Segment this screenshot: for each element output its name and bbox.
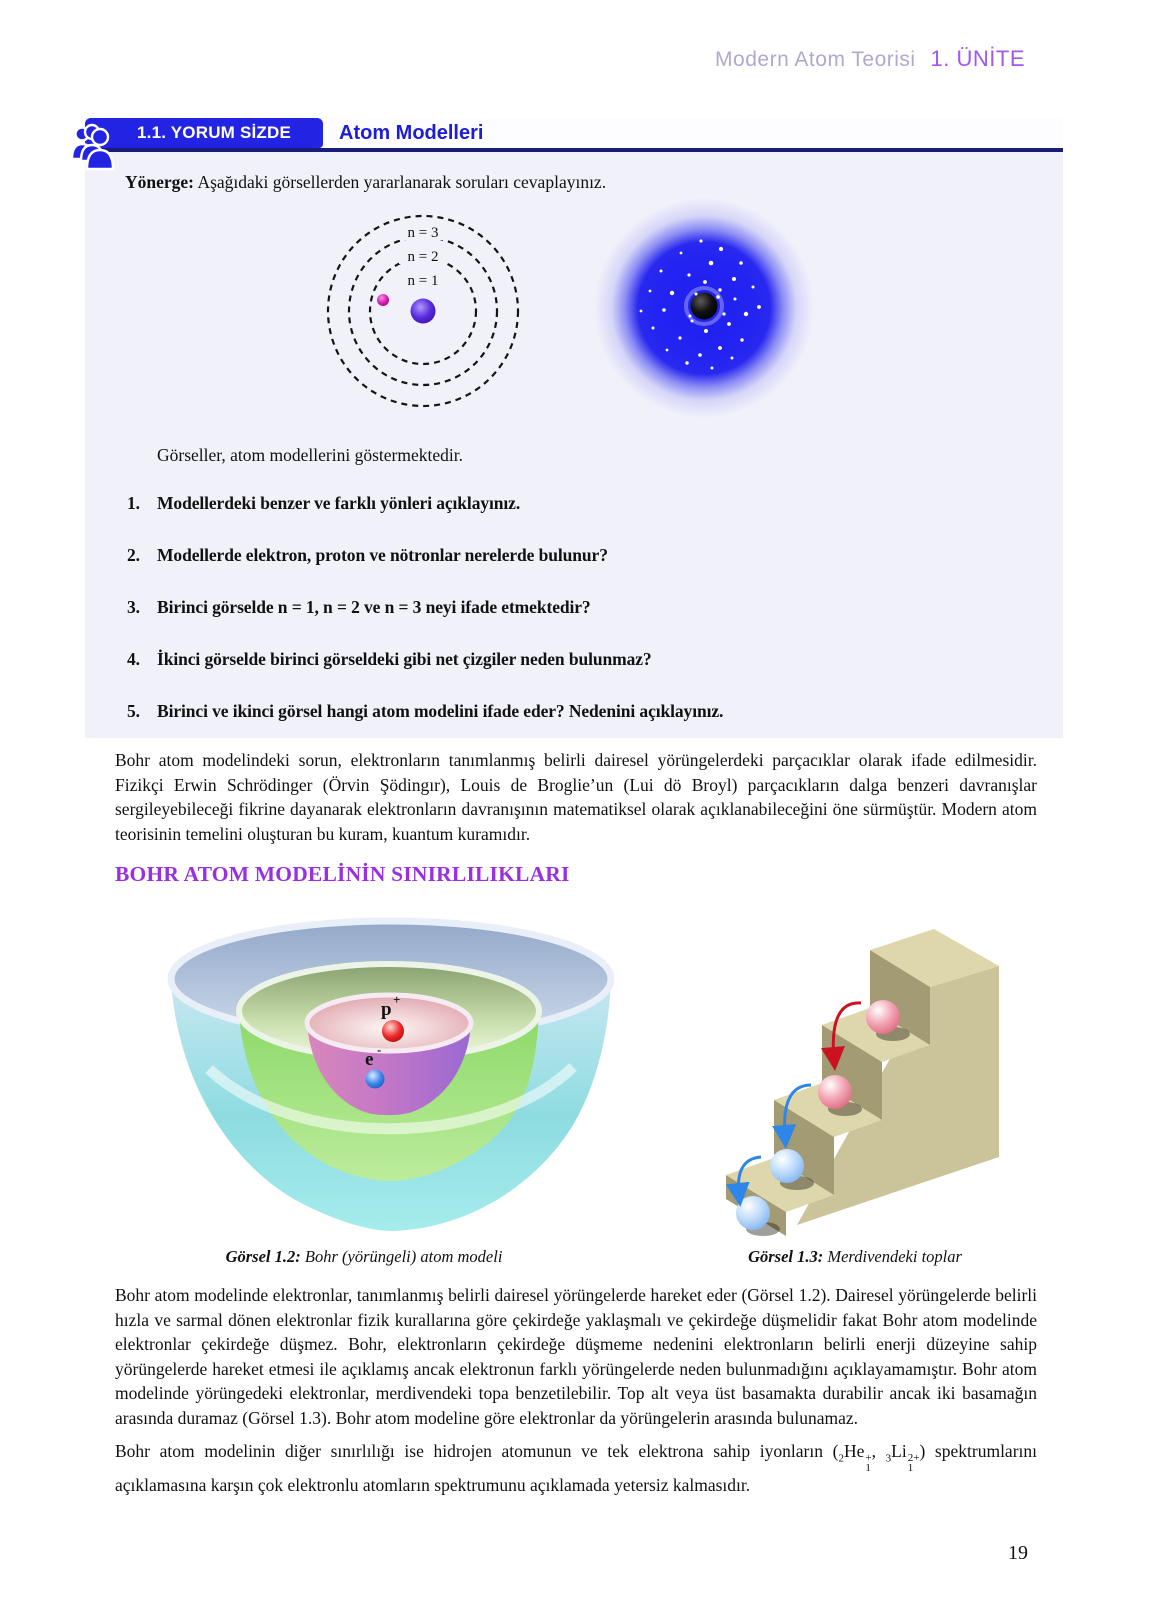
proton-charge: + <box>393 992 401 1007</box>
blue-ball-ground <box>736 1196 770 1230</box>
paragraph-spectrum <box>115 1439 1037 1498</box>
caption-text: Merdivendeki toplar <box>827 1247 962 1266</box>
instruction-line <box>125 172 1035 193</box>
figure-caption-1-3 <box>675 1247 1035 1267</box>
blue-ball-step <box>770 1149 804 1183</box>
activity-header <box>85 118 1063 152</box>
lithium-ion-formula <box>885 1441 920 1474</box>
question-item <box>127 648 1035 670</box>
staircase <box>726 929 999 1236</box>
atom-model-figures <box>113 203 1035 419</box>
figures-note: Görseller, atom modellerini göstermektedir. <box>157 445 463 465</box>
running-header <box>715 46 1025 72</box>
bowl-model-figure <box>143 899 617 1244</box>
formula-separator: , <box>871 1441 886 1461</box>
activity-badge <box>85 118 323 148</box>
question-number: 4. <box>127 649 140 669</box>
ion-symbol: Li <box>891 1441 907 1461</box>
ion-charge: + <box>865 1452 872 1464</box>
question-number: 2. <box>127 545 140 565</box>
electron <box>377 294 389 306</box>
ion-symbol: He <box>843 1441 865 1461</box>
figure-caption-1-2 <box>143 1247 585 1267</box>
spectrum-text-after: ) spektrumlarını açıklamasına karşın çok elektronlu atomların spektrumunu açıklamada yetersiz kalmasıdır. <box>115 1441 1037 1495</box>
proton-label: p <box>381 999 392 1020</box>
electron-cloud-figure <box>593 197 815 424</box>
activity-box <box>85 118 1063 738</box>
question-text: Modellerde elektron, proton ve nötronlar nerelerde bulunur? <box>157 545 608 565</box>
question-text: İkinci görselde birinci görseldeki gibi net çizgiler neden bulunmaz? <box>157 649 652 669</box>
pink-ball-lower <box>818 1075 852 1109</box>
figure-captions <box>115 1247 1037 1273</box>
instruction-label: Yönerge: <box>125 172 195 192</box>
question-text: Modellerdeki benzer ve farklı yönleri açıklayınız. <box>157 493 521 513</box>
ion-charge: 2+ <box>907 1452 920 1464</box>
proton-ball <box>382 1020 404 1042</box>
electron-charge: - <box>377 1042 382 1057</box>
page-number: 19 <box>1008 1542 1028 1564</box>
section-heading: BOHR ATOM MODELİNİN SINIRLILIKLARI <box>115 862 570 886</box>
limitation-figures <box>115 899 1037 1243</box>
main-text-column <box>115 748 1037 1498</box>
question-item <box>127 596 1035 618</box>
activity-title: Atom Modelleri <box>339 121 484 144</box>
activity-body <box>85 172 1063 722</box>
paragraph-bohr-limitations: Bohr atom modelinde elektronlar, tanımlanmış belirli dairesel yörüngelerde hareket eder (Görsel 1.2). Dairesel yörüngelerde belirli hızla ve sarmal dönen elektronlar fizik kurallarına göre çekirdeğe yaklaşmalı ve çekirdeğe düşmelidir fakat Bohr atom modelinde elektronlar çekirdeğe düşmez. Bohr, elektronların çekirdeğe düşmeme nedenini elektronların belirli enerji düzeyine sahip yörüngelerde hareket etmesi ile açıklamış ancak elektronun farklı yörüngelerde neden bulunmadığını açıklayamamıştır. Bohr atom modelinde yörüngedeki elektronlar, merdivendeki topa benzetilebilir. Top alt veya üst basamakta durabilir ancak iki basamağın arasında duramaz (Görsel 1.3). Bohr atom modeline göre elektronlar da yörüngelerin arasında bulunamaz. <box>115 1285 1037 1428</box>
nucleus <box>411 299 436 324</box>
ion-presubscript: 3 <box>885 1452 892 1465</box>
question-item <box>127 492 1035 514</box>
question-text: Birinci görselde n = 1, n = 2 ve n = 3 neyi ifade etmektedir? <box>157 597 591 617</box>
activity-title-strip <box>323 118 1063 148</box>
question-number: 5. <box>127 701 140 721</box>
caption-label: Görsel 1.3: <box>748 1247 824 1266</box>
caption-text: Bohr (yörüngeli) atom modeli <box>304 1247 503 1266</box>
helium-ion-formula <box>838 1441 872 1474</box>
electron-label: e <box>365 1049 374 1070</box>
ion-presubscript: 2 <box>838 1452 844 1465</box>
chapter-title: Modern Atom Teorisi <box>715 48 916 71</box>
question-number: 1. <box>127 493 140 513</box>
caption-label: Görsel 1.2: <box>225 1247 301 1266</box>
question-item <box>127 544 1035 566</box>
stairs-figure <box>693 907 1043 1244</box>
spectrum-text-before: Bohr atom modelinin diğer sınırlılığı ise hidrojen atomunun ve tek elektrona sahip iyonların ( <box>115 1441 839 1461</box>
question-item <box>127 700 1035 722</box>
question-list <box>127 492 1035 722</box>
ion-subscript: 1 <box>865 1461 871 1474</box>
question-number: 3. <box>127 597 140 617</box>
ion-subscript: 1 <box>907 1461 914 1474</box>
bohr-model-figure <box>308 205 538 422</box>
people-group-icon <box>69 120 117 177</box>
cloud-nucleus <box>691 293 718 320</box>
unit-label: 1. ÜNİTE <box>930 46 1025 71</box>
instruction-text: Aşağıdaki görsellerden yararlanarak soruları cevaplayınız. <box>197 172 607 192</box>
orbit-label-n1: n = 1 <box>407 273 439 289</box>
question-text: Birinci ve ikinci görsel hangi atom modelini ifade eder? Nedenini açıklayınız. <box>157 701 724 721</box>
orbit-label-n2: n = 2 <box>407 249 439 265</box>
activity-badge-label: 1.1. YORUM SİZDE <box>137 123 292 142</box>
pink-ball-upper <box>866 1000 900 1034</box>
orbit-label-n3: n = 3 <box>407 225 439 241</box>
paragraph-quantum-theory: Bohr atom modelindeki sorun, elektronların tanımlanmış belirli dairesel yörüngelerdeki parçacıklar olarak ifade edilmesidir. Fizikçi Erwin Schrödinger (Örvin Şödingır), Louis de Broglie’un (Lui dö Broyl) parçacıkların dalga benzeri davranışlar sergileyebileceği fikrine dayanarak elektronların davranışının matematiksel olarak açıklanabileceğini öne sürmüştür. Modern atom teorisinin temelini oluşturan bu kuram, kuantum kuramıdır. <box>115 750 1037 844</box>
electron-ball <box>366 1070 385 1089</box>
